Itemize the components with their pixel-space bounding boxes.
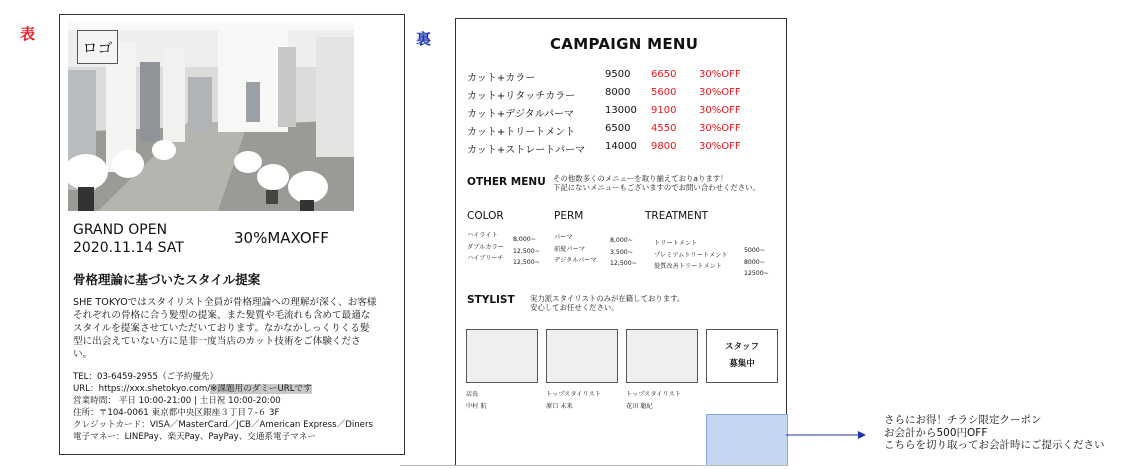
- campaign-item-name: カット+デジタルパーマ: [467, 109, 574, 120]
- campaign-item-sale-price: 6650: [651, 69, 677, 80]
- url-text[interactable]: URL：https://xxx.shetokyo.com/: [73, 384, 211, 394]
- staff-recruit-line-1: スタッフ: [724, 342, 759, 352]
- treatment-menu-item: プレミアムトリートメント: [654, 251, 728, 259]
- stylist-note-1: 実力派スタイリストのみが在籍しております。: [530, 294, 685, 303]
- perm-menu-item: デジタルパーマ: [554, 257, 597, 264]
- campaign-item-sale-price: 4550: [651, 123, 677, 134]
- treatment-heading: TREATMENT: [645, 210, 709, 222]
- hours-line: 営業時間： 平日 10:00-21:00 | 土日祝 10:00-20:00: [73, 396, 281, 406]
- other-menu-note-1: その他数多くのメニューを取り揃えておりaります！: [553, 174, 728, 183]
- stylist-photo-1: [466, 329, 538, 383]
- campaign-item-price: 6500: [605, 123, 631, 134]
- address-line: 住所：〒104-0061 東京都中央区銀座３丁目７-６ 3F: [73, 408, 280, 418]
- stylist-photo-2: [546, 329, 618, 383]
- url-line: [73, 383, 312, 395]
- campaign-item-discount: 30%OFF: [699, 105, 741, 116]
- color-heading: COLOR: [467, 210, 504, 222]
- campaign-item-discount: 30%OFF: [699, 87, 741, 98]
- campaign-item-price: 8000: [605, 87, 631, 98]
- campaign-item-name: カット+カラー: [467, 73, 536, 84]
- stylist-2-role: トップスタイリスト: [546, 391, 602, 398]
- stylist-3-role: トップスタイリスト: [626, 391, 682, 398]
- color-menu-item: ダブルカラー: [467, 243, 504, 251]
- open-date: 2020.11.14 SAT: [73, 240, 184, 256]
- max-off-label: 30%MAXOFF: [234, 229, 329, 247]
- staff-recruit-box: [706, 329, 778, 383]
- stylist-1-caption: [466, 389, 487, 413]
- perm-heading: PERM: [554, 210, 584, 222]
- color-menu-item: ハイブリーチ: [467, 255, 504, 262]
- campaign-item-sale-price: 9800: [651, 141, 677, 152]
- campaign-item-name: カット+トリートメント: [467, 127, 576, 138]
- salon-photo: [68, 22, 354, 211]
- campaign-item-discount: 30%OFF: [699, 141, 741, 152]
- color-menu-price: 12,500~: [513, 259, 540, 266]
- coupon-line-2: お会計から500円OFF: [884, 426, 988, 439]
- stylist-note-2: 安心してお任せください。: [530, 303, 619, 312]
- other-menu-note-2: 下記にないメニューもございますのでお問い合わせください。: [553, 183, 760, 192]
- coupon-arrow-icon: [786, 428, 866, 442]
- logo-placeholder: ロゴ: [77, 30, 118, 64]
- url-note: ※課題用のダミーURLです: [210, 384, 312, 394]
- stylist-2-caption: [546, 389, 601, 413]
- stylist-3-name: 花田 聡紀: [626, 403, 653, 410]
- stylist-photo-3: [626, 329, 698, 383]
- treatment-menu-item: 髪質改善トリートメント: [654, 263, 722, 270]
- coupon-description: [884, 414, 1105, 452]
- emoney-line: 電子マネー：LINEPay、楽天Pay、PayPay、交通系電子マネー: [73, 432, 317, 442]
- stylist-1-role: 店長: [466, 391, 479, 398]
- perm-menu-item: パーマ: [554, 234, 573, 241]
- campaign-item-sale-price: 5600: [651, 87, 677, 98]
- intro-paragraph: SHE TOKYOではスタイリスト全員が骨格理論への理解が深く、お客様それぞれの骨格に合う髪型の提案、また髪質や毛流れも含めて最適なスタイルを提案させていただいております。なかなかしっくりくる髪型に出会えていない方に是非一度当店のカット技術をご体験ください。: [73, 297, 377, 360]
- perm-menu-price: 12,500~: [610, 260, 637, 267]
- campaign-item-price: 13000: [605, 105, 637, 116]
- back-flyer: [455, 18, 787, 465]
- front-flyer: [59, 14, 405, 455]
- campaign-item-name: カット+ストレートパーマ: [467, 145, 586, 156]
- campaign-title: CAMPAIGN MENU: [550, 35, 699, 53]
- campaign-item-discount: 30%OFF: [699, 123, 741, 134]
- tel-line: TEL：03-6459-2955（ご予約優先）: [73, 372, 219, 382]
- perm-menu-price: 8,000~: [610, 237, 633, 244]
- perm-menu-price: 3,500~: [610, 248, 633, 256]
- stylist-1-name: 中村 航: [466, 403, 487, 410]
- coupon-line-1: さらにお得！チラシ限定クーポン: [884, 414, 1042, 426]
- campaign-item-price: 9500: [605, 69, 631, 80]
- stylist-heading: STYLIST: [467, 294, 515, 306]
- color-menu-price: 8,000~: [513, 236, 536, 243]
- perm-menu-item: 前髪パーマ: [554, 245, 585, 253]
- bottom-rule: [400, 465, 788, 466]
- color-menu-price: 12,500~: [513, 247, 540, 255]
- campaign-item-price: 14000: [605, 141, 637, 152]
- coupon-cutout-area[interactable]: [706, 414, 788, 466]
- treatment-menu-price: 5000~: [744, 247, 765, 254]
- staff-recruit-line-2: 募集中: [729, 359, 755, 369]
- back-side-label: 裏: [416, 30, 432, 48]
- treatment-menu-price: 8000~: [744, 258, 765, 266]
- campaign-item-sale-price: 9100: [651, 105, 677, 116]
- coupon-line-3: こちらを切り取ってお会計時にご提示ください: [884, 439, 1105, 451]
- treatment-menu-price: 12500~: [744, 270, 769, 277]
- credit-cards-line: クレジットカード：VISA／MasterCard／JCB／American Express／Diners: [73, 420, 373, 430]
- headline: 骨格理論に基づいたスタイル提案: [73, 272, 261, 287]
- campaign-item-discount: 30%OFF: [699, 69, 741, 80]
- stylist-3-caption: [626, 389, 681, 413]
- other-menu-label: OTHER MENU: [467, 176, 546, 188]
- color-menu-item: ハイライト: [467, 232, 498, 239]
- campaign-item-name: カット+リタッチカラー: [467, 91, 576, 102]
- front-side-label: 表: [20, 25, 36, 43]
- grand-open-label: GRAND OPEN: [73, 222, 168, 238]
- stylist-2-name: 原口 未来: [546, 403, 573, 410]
- treatment-menu-item: トリートメント: [654, 240, 698, 247]
